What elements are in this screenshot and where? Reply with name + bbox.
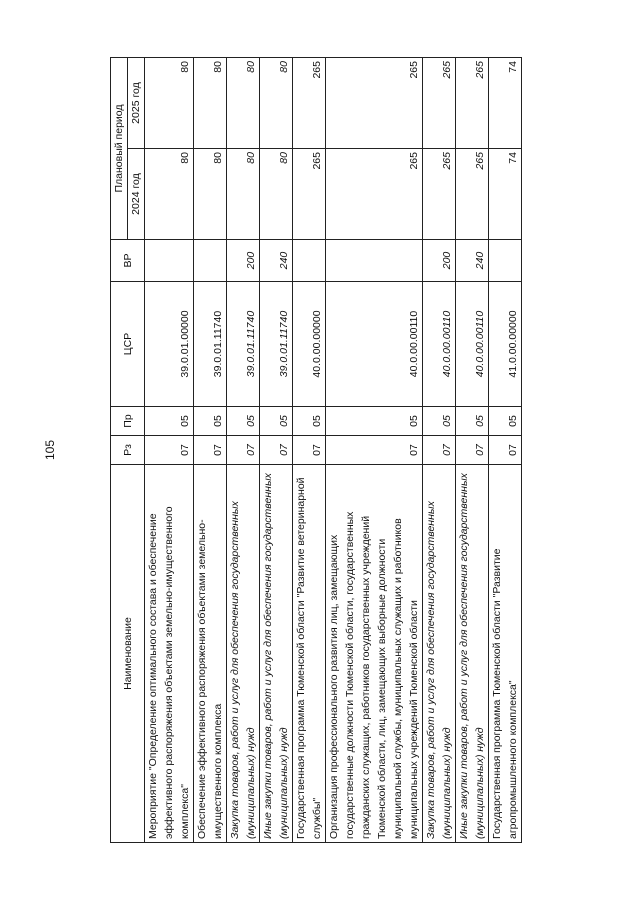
table-row — [227, 58, 260, 843]
row-value-2025: 80 — [260, 58, 293, 149]
header-vr: ВР — [111, 240, 145, 282]
row-rz: 07 — [456, 436, 489, 465]
header-pr: Пр — [111, 407, 145, 436]
row-value-2025: 80 — [227, 58, 260, 149]
row-pr: 05 — [326, 407, 423, 436]
row-value-2025: 74 — [489, 58, 522, 149]
header-name: Наименование — [111, 465, 145, 843]
row-value-2025: 265 — [456, 58, 489, 149]
row-name: Государственная программа Тюменской области "Развитие агропромышленного комплекса" — [489, 465, 522, 843]
table-row — [145, 58, 194, 843]
row-rz: 07 — [227, 436, 260, 465]
row-csr: 40.0.00.00000 — [293, 282, 326, 407]
rotated-table-container — [110, 58, 519, 843]
row-value-2024: 80 — [227, 149, 260, 240]
table-row — [326, 58, 423, 843]
header-planned-period: Плановый период — [111, 58, 128, 240]
row-name: Государственная программа Тюменской области "Развитие ветеринарной службы" — [293, 465, 326, 843]
row-csr: 39.0.01.00000 — [145, 282, 194, 407]
row-name: Закупка товаров, работ и услуг для обеспечения государственных (муниципальных) нужд — [227, 465, 260, 843]
row-csr: 41.0.00.00000 — [489, 282, 522, 407]
row-vr: 200 — [227, 240, 260, 282]
table-row — [194, 58, 227, 843]
row-vr: 200 — [423, 240, 456, 282]
table-row — [456, 58, 489, 843]
row-rz: 07 — [489, 436, 522, 465]
row-csr: 40.0.00.00110 — [423, 282, 456, 407]
row-name: Мероприятие "Определение оптимального состава и обеспечение эффективного распоряжения объектами земельно-имущественного комплекса" — [145, 465, 194, 843]
table-body — [145, 58, 522, 843]
row-pr: 05 — [293, 407, 326, 436]
row-value-2024: 265 — [423, 149, 456, 240]
row-pr: 05 — [227, 407, 260, 436]
table-row — [489, 58, 522, 843]
row-vr — [194, 240, 227, 282]
row-value-2025: 80 — [194, 58, 227, 149]
row-value-2024: 74 — [489, 149, 522, 240]
header-year-2024: 2024 год — [128, 149, 145, 240]
row-value-2024: 80 — [260, 149, 293, 240]
row-name: Организация профессионального развития лиц, замещающих государственные должности Тюменской области, государственных гражданских служащих, работников государственных учреждений Тюменской области, лиц, замещающих выборные должности муниципальной службы, муниципальных служащих и работников муниципальных учреждений Тюменской области — [326, 465, 423, 843]
header-year-2025: 2025 год — [128, 58, 145, 149]
row-vr — [293, 240, 326, 282]
table-row — [293, 58, 326, 843]
page-number: 105 — [43, 439, 58, 461]
row-value-2025: 265 — [423, 58, 456, 149]
row-csr: 39.0.01.11740 — [194, 282, 227, 407]
row-value-2024: 80 — [145, 149, 194, 240]
row-value-2024: 265 — [293, 149, 326, 240]
row-csr: 40.0.00.00110 — [456, 282, 489, 407]
row-pr: 05 — [423, 407, 456, 436]
row-rz: 07 — [293, 436, 326, 465]
row-rz: 07 — [260, 436, 293, 465]
row-csr: 39.0.01.11740 — [227, 282, 260, 407]
row-rz: 07 — [423, 436, 456, 465]
row-value-2024: 80 — [194, 149, 227, 240]
row-csr: 39.0.01.11740 — [260, 282, 293, 407]
row-name: Иные закупки товаров, работ и услуг для обеспечения государственных (муниципальных) нужд — [456, 465, 489, 843]
table-row — [260, 58, 293, 843]
header-csr: ЦСР — [111, 282, 145, 407]
row-vr: 240 — [456, 240, 489, 282]
row-vr: 240 — [260, 240, 293, 282]
header-rz: Рз — [111, 436, 145, 465]
row-value-2025: 265 — [326, 58, 423, 149]
row-rz: 07 — [194, 436, 227, 465]
row-value-2025: 80 — [145, 58, 194, 149]
row-pr: 05 — [260, 407, 293, 436]
row-pr: 05 — [194, 407, 227, 436]
row-vr — [489, 240, 522, 282]
row-pr: 05 — [489, 407, 522, 436]
row-name: Закупка товаров, работ и услуг для обеспечения государственных (муниципальных) нужд — [423, 465, 456, 843]
row-name: Иные закупки товаров, работ и услуг для обеспечения государственных (муниципальных) нужд — [260, 465, 293, 843]
row-name: Обеспечение эффективного распоряжения объектами земельно-имущественного комплекса — [194, 465, 227, 843]
row-rz: 07 — [326, 436, 423, 465]
budget-table — [110, 57, 522, 843]
table-row — [423, 58, 456, 843]
row-pr: 05 — [145, 407, 194, 436]
row-value-2024: 265 — [456, 149, 489, 240]
row-rz: 07 — [145, 436, 194, 465]
row-csr: 40.0.00.00110 — [326, 282, 423, 407]
row-value-2024: 265 — [326, 149, 423, 240]
row-vr — [145, 240, 194, 282]
row-vr — [326, 240, 423, 282]
row-pr: 05 — [456, 407, 489, 436]
row-value-2025: 265 — [293, 58, 326, 149]
